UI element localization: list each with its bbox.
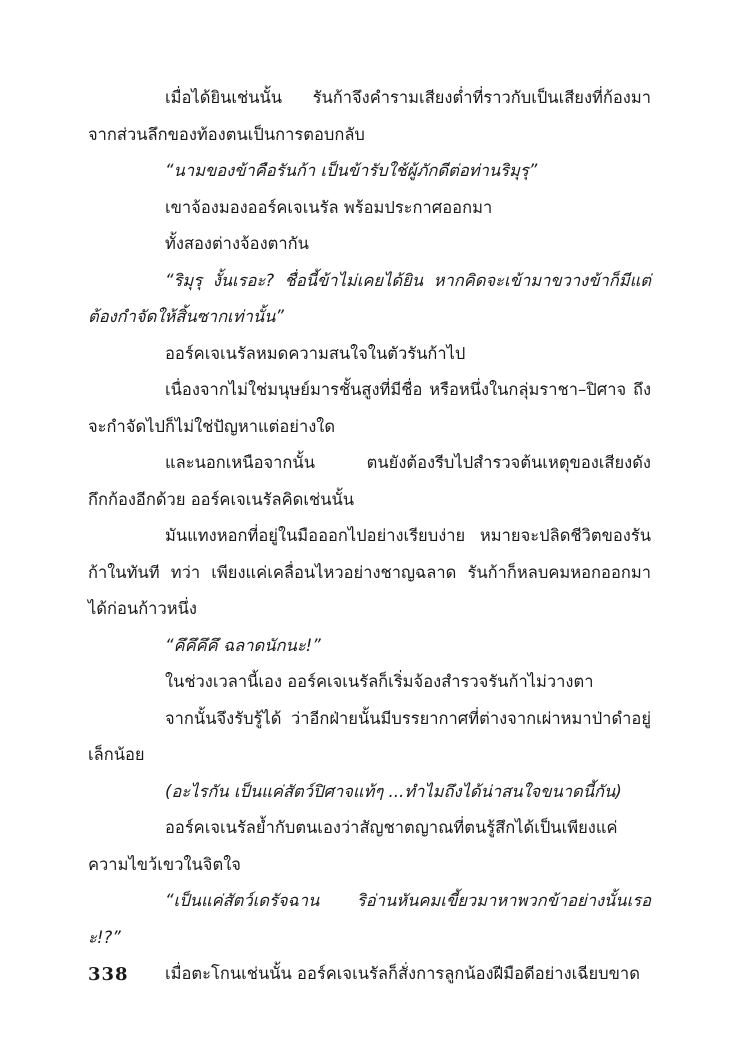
paragraph-9: มันแทงหอกที่อยู่ในมือออกไปอย่างเรียบง่าย หมายจะปลิดชีวิตของรันก้าในทันที ทว่า เพียงแค่เคลื่อนไหวอย่างชาญฉลาด รันก้าก็หลบคมหอกออกมาได้ก่อนก้าวหนึ่ง (88, 526, 651, 618)
paragraph-16: เมื่อตะโกนเช่นนั้น ออร์คเจเนรัลก็สั่งการลูกน้องฝีมือดีอย่างเฉียบขาด (165, 964, 640, 983)
paragraph-6: ออร์คเจเนรัลหมดความสนใจในตัวรันก้าไป (165, 343, 466, 363)
paragraph-4: ทั้งสองต่างจ้องตากัน (165, 234, 309, 253)
inner-thought: (อะไรกัน เป็นแค่สัตว์ปิศาจแท้ๆ ...ทำไมถึงได้น่าสนใจขนาดนี้กัน) (165, 781, 622, 801)
paragraph-8: และนอกเหนือจากนั้น ตนยังต้องรีบไปสำรวจต้นเหตุของเสียงดังกึกก้องอีกด้วย ออร์คเจเนรัลคิดเช่นนั้น (88, 453, 651, 509)
paragraph-14: ออร์คเจเนรัลย้ำกับตนเองว่าสัญชาตญาณที่ตนรู้สึกได้เป็นเพียงแค่ความไขว้เขวในจิตใจ (88, 818, 618, 874)
paragraph-1: เมื่อได้ยินเช่นนั้น รันก้าจึงคำรามเสียงต่ำที่ราวกับเป็นเสียงที่ก้องมาจากส่วนลึกของท้องตนเป็นการตอบกลับ (88, 88, 651, 144)
body-text (88, 80, 651, 993)
dialogue-ranga-name: “นามของข้าคือรันก้า เป็นข้ารับใช้ผู้ภักดีต่อท่านริมุรุ” (165, 161, 538, 180)
dialogue-orc-general-2: “คึคึคึคึ ฉลาดนักนะ!” (165, 635, 321, 655)
dialogue-orc-general-3: “เป็นแค่สัตว์เดรัจฉาน ริอ่านหันคมเขี้ยวมาหาพวกข้าอย่างนั้นเรอะ!?” (88, 891, 651, 947)
paragraph-7: เนื่องจากไม่ใช่มนุษย์มารชั้นสูงที่มีชื่อ หรือหนึ่งในกลุ่มราชา–ปิศาจ ถึงจะกำจัดไปก็ไม่ใช่ปัญหาแต่อย่างใด (88, 380, 651, 436)
page-number: 338 (88, 964, 129, 985)
paragraph-11: ในช่วงเวลานี้เอง ออร์คเจเนรัลก็เริ่มจ้องสำรวจรันก้าไม่วางตา (165, 672, 594, 691)
paragraph-3: เขาจ้องมองออร์คเจเนรัล พร้อมประกาศออกมา (165, 197, 493, 217)
dialogue-orc-general-1: “ริมุรุ งั้นเรอะ? ชื่อนี้ข้าไม่เคยได้ยิน หากคิดจะเข้ามาขวางข้าก็มีแต่ต้องกำจัดให้สิ้นซากเท่านั้น” (88, 270, 651, 326)
paragraph-12: จากนั้นจึงรับรู้ได้ ว่าอีกฝ่ายนั้นมีบรรยากาศที่ต่างจากเผ่าหมาป่าดำอยู่เล็กน้อย (88, 708, 651, 764)
